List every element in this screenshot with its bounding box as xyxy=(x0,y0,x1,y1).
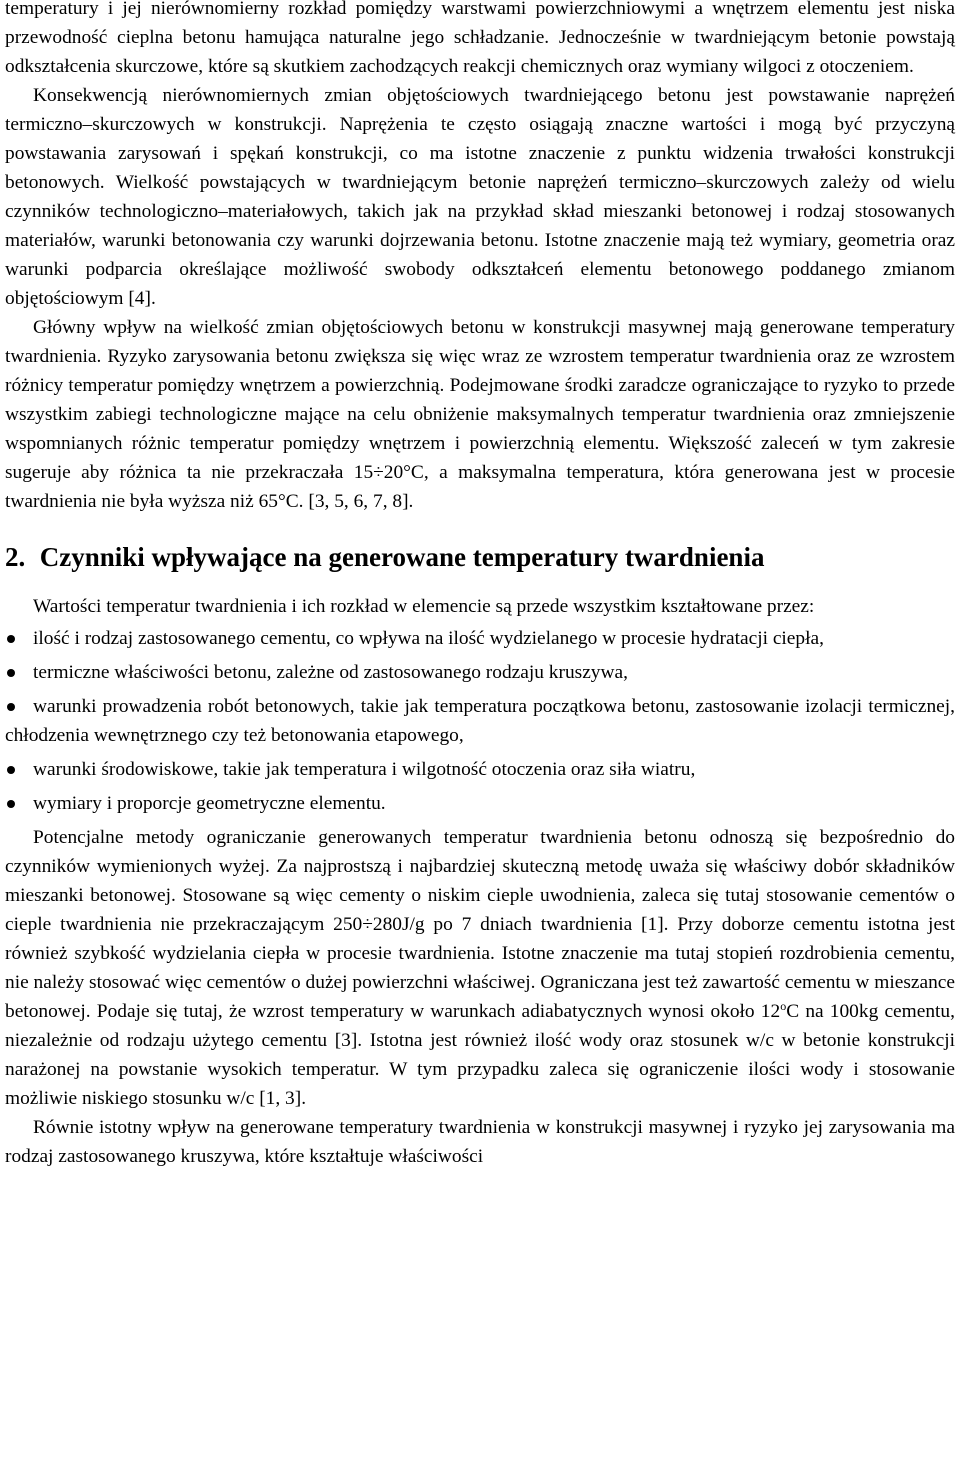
paragraph: Główny wpływ na wielkość zmian objętościowych betonu w konstrukcji masywnej mają generowane temperatury twardnienia. Ryzyko zarysowania betonu zwiększa się więc wraz ze wzrostem temperatur twardnienia oraz ze wzrostem różnicy temperatur pomiędzy wnętrzem a powierzchnią. Podejmowane środki zaradcze ograniczające to ryzyko to przede wszystkim zabiegi technologiczne mające na celu obniżenie maksymalnych temperatur twardnienia oraz zmniejszenie wspomnianych różnic temperatur pomiędzy wnętrzem i powierzchnią elementu. Większość zaleceń w tym zakresie sugeruje aby różnica ta nie przekraczała 15÷20°C, a maksymalna temperatura, która generowana jest w procesie twardnienia nie była wyższa niż 65°C. [3, 5, 6, 7, 8]. xyxy=(5,317,955,512)
degree-superscript: o xyxy=(780,999,787,1013)
list-item xyxy=(5,692,955,750)
list-item xyxy=(5,755,955,784)
list-item xyxy=(5,624,955,653)
bullet-icon xyxy=(7,800,15,808)
section-number: 2. xyxy=(5,542,26,572)
paragraph: Konsekwencją nierównomiernych zmian objętościowych twardniejącego betonu jest powstawanie naprężeń termiczno–skurczowych w konstrukcji. Naprężenia te często osiągają znaczne wartości i mogą być przyczyną powstawania zarysowań i spękań konstrukcji, co ma istotne znaczenie z punktu widzenia trwałości konstrukcji betonowych. Wielkość powstających w twardniejącym betonie naprężeń termiczno–skurczowych zależy od wielu czynników technologiczno–materiałowych, takich jak na przykład skład mieszanki betonowej i rodzaj stosowanych materiałów, warunki betonowania czy warunki dojrzewania betonu. Istotne znaczenie mają też wymiary, geometria oraz warunki podparcia określające możliwość swobody odkształceń elementu betonowego poddanego zmianom objętościowym [4]. xyxy=(5,85,955,309)
list-item-text: warunki środowiskowe, takie jak temperatura i wilgotność otoczenia oraz siła wiatru, xyxy=(33,759,696,780)
section-title: Czynniki wpływające na generowane temperatury twardnienia xyxy=(39,542,765,572)
paragraph: temperatury i jej nierównomierny rozkład pomiędzy warstwami powierzchniowymi a wnętrzem elementu jest niska przewodność cieplna betonu hamująca naturalne jego schładzanie. Jednocześnie w twardniejącym betonie powstają odkształcenia skurczowe, które są skutkiem zachodzących reakcji chemicznych oraz wymiany wilgoci z otoczeniem. xyxy=(5,0,955,77)
paragraph xyxy=(5,823,955,1113)
bullet-icon xyxy=(7,766,15,774)
list-item xyxy=(5,658,955,687)
paragraph: Równie istotny wpływ na generowane temperatury twardnienia w konstrukcji masywnej i ryzyko jej zarysowania ma rodzaj zastosowanego kruszywa, które kształtuje właściwości xyxy=(5,1117,955,1167)
bullet-icon xyxy=(7,635,15,643)
paragraph: Wartości temperatur twardnienia i ich rozkład w elemencie są przede wszystkim kształtowane przez: xyxy=(33,596,815,617)
section-heading xyxy=(5,540,955,574)
document-page xyxy=(5,0,955,1171)
list-item-text: termiczne właściwości betonu, zależne od zastosowanego rodzaju kruszywa, xyxy=(33,662,628,683)
bullet-list xyxy=(5,624,955,818)
list-item-text: warunki prowadzenia robót betonowych, takie jak temperatura początkowa betonu, zastosowanie izolacji termicznej, chłodzenia wewnętrznego czy też betonowania etapowego, xyxy=(5,696,955,746)
bullet-icon xyxy=(7,703,15,711)
list-item-text: ilość i rodzaj zastosowanego cementu, co wpływa na ilość wydzielanego w procesie hydratacji ciepła, xyxy=(33,628,824,649)
paragraph-text: C na 100kg cementu, niezależnie od rodzaju użytego cementu [3]. Istotna jest również ilość wody oraz stosunek w/c w betonie konstrukcji narażonej na powstanie wysokich temperatur. W tym przypadku zaleca się ograniczenie ilości wody i stosowanie możliwie niskiego stosunku w/c [1, 3]. xyxy=(5,1001,955,1109)
list-item-text: wymiary i proporcje geometryczne elementu. xyxy=(33,793,386,814)
list-item xyxy=(5,789,955,818)
paragraph-text: Potencjalne metody ograniczanie generowanych temperatur twardnienia betonu odnoszą się bezpośrednio do czynników wymienionych wyżej. Za najprostszą i najbardziej skuteczną metodę uważa się właściwy dobór składników mieszanki betonowej. Stosowane są więc cementy o niskim cieple uwodnienia, zaleca się tutaj stosowanie cementów o cieple twardnienia nie przekraczającym 250÷280J/g po 7 dniach twardnienia [1]. Przy doborze cementu istotna jest również szybkość wydzielania ciepła w procesie twardnienia. Istotne znaczenie ma tutaj stopień rozdrobienia cementu, nie należy stosować więc cementów o dużej powierzchni właściwej. Ograniczana jest też zawartość cementu w mieszance betonowej. Podaje się tutaj, że wzrost temperatury w warunkach adiabatycznych wynosi około 12 xyxy=(5,827,955,1022)
bullet-icon xyxy=(7,669,15,677)
